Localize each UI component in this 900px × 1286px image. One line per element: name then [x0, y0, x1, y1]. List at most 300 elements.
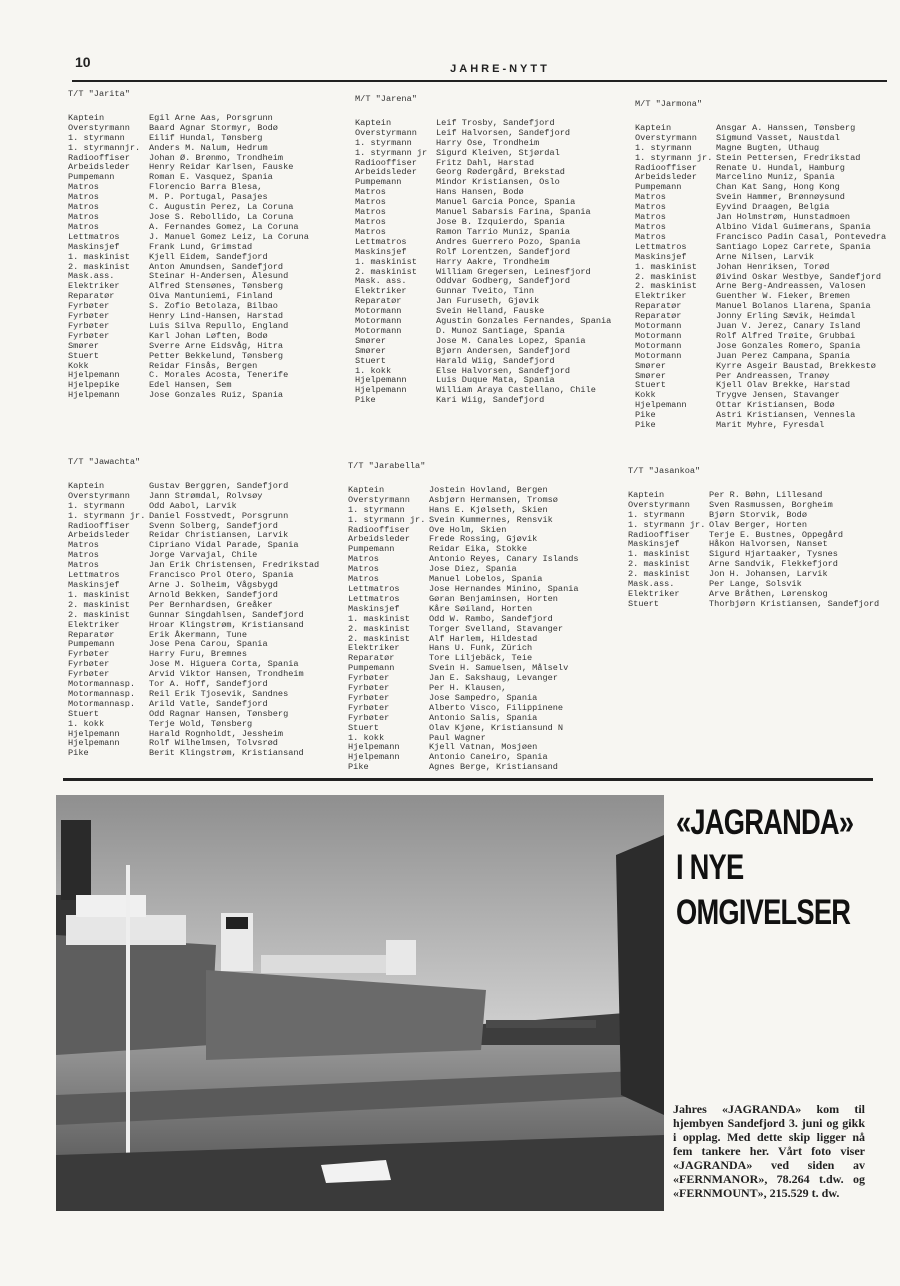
crew-name: Sverre Arne Eidsvåg, Hitra — [149, 340, 284, 351]
crew-rank: Lettmatros — [348, 584, 400, 594]
crew-name: Asbjørn Hermansen, Tromsø — [429, 494, 558, 505]
crew-name: Ansgar A. Hanssen, Tønsberg — [716, 122, 856, 133]
crew-rank: Kaptein — [355, 118, 392, 128]
crew-name: Andres Guerrero Pozo, Spania — [436, 236, 581, 247]
crew-rank: Kokk — [635, 391, 656, 401]
crew-rank: Maskinsjef — [68, 580, 120, 590]
crew-name: Marit Myhre, Fyresdal — [716, 420, 825, 431]
crew-name: Odd W. Rambo, Sandefjord — [429, 613, 553, 624]
crew-rank: Matros — [68, 561, 99, 571]
crew-name: Johan Ø. Brønmo, Trondheim — [149, 152, 284, 163]
crew-name: Harry Ose, Trondheim — [436, 137, 540, 148]
crew-name: Jose B. Izquierdo, Spania — [436, 216, 565, 227]
crew-name: Eilif Hundal, Tønsberg — [149, 132, 263, 143]
crew-name: Kari Wiig, Sandefjord — [436, 395, 545, 406]
crew-rank: 1. styrmann — [68, 501, 125, 511]
crew-row — [635, 263, 886, 273]
crew-name: Jon H. Johansen, Larvik — [709, 569, 828, 580]
crew-name: Rolf Lorentzen, Sandefjord — [436, 246, 571, 257]
crew-rank: Maskinsjef — [635, 252, 687, 262]
publication-title: JAHRE-NYTT — [450, 63, 550, 75]
crew-name: Hans E. Kjølseth, Skien — [429, 504, 548, 515]
crew-name: Antonio Reyes, Canary Islands — [429, 554, 579, 565]
crew-name: Baard Agnar Stormyr, Bodø — [149, 122, 278, 133]
crew-rank: Fyrbøter — [68, 321, 110, 331]
crew-rank: 1. styrmann — [68, 133, 125, 143]
crew-rank: Hjelpemann — [355, 376, 407, 386]
crew-rank: Smører — [68, 341, 99, 351]
crew-rank: Motormannasp. — [68, 689, 136, 699]
crew-name: Harry Furu, Bremnes — [149, 649, 247, 660]
crew-name: Olav Berger, Horten — [709, 519, 807, 530]
crew-name: Renate U. Hundal, Hamburg — [716, 162, 845, 173]
crew-row — [628, 600, 879, 610]
crew-name: Svein Hammer, Brønnøysund — [716, 192, 845, 203]
crew-name: Arne Berg-Andreassen, Valosen — [716, 281, 866, 292]
crew-name: Jose M. Higuera Corta, Spania — [149, 659, 299, 670]
crew-rank: Pumpemann — [348, 545, 395, 555]
photo-caption: Jahres «JAGRANDA» kom til hjembyen Sandefjord 3. juni og gikk i opplag. Med dette skip ligger nå fem tankere her. Vårt foto viser «JAGRANDA» ved siden av «FERNMANOR», 78.264 t.dw. og «FERNMOUNT», 215.529 t. dw. — [673, 1102, 865, 1200]
crew-rank: 1. maskinist — [68, 590, 130, 600]
crew-name: Else Halvorsen, Sandefjord — [436, 365, 571, 376]
crew-name: Torger Svelland, Stavanger — [429, 623, 564, 634]
crew-name: Svein H. Samuelsen, Målselv — [429, 663, 569, 674]
crew-name: Jose M. Canales Lopez, Spania — [436, 335, 586, 346]
crew-name: Hroar Klingstrøm, Kristiansand — [149, 619, 304, 630]
crew-name: Karl Johan Løften, Bodø — [149, 330, 268, 341]
crew-rank: Matros — [355, 227, 386, 237]
crew-rank: Fyrbøter — [68, 331, 110, 341]
crew-list-jawachta — [68, 458, 319, 759]
crew-list-jarmona — [635, 100, 886, 431]
crew-rank: Hjelpemann — [348, 753, 400, 763]
crew-rank: 1. styrmann jr. — [68, 511, 146, 521]
crew-rank: Fyrbøter — [348, 674, 390, 684]
crew-row — [68, 749, 319, 759]
crew-rank: Arbeidsleder — [635, 173, 697, 183]
crew-name: Sigmund Vasset, Naustdal — [716, 132, 840, 143]
crew-name: Agnes Berge, Kristiansand — [429, 762, 558, 773]
crew-name: Johan Henriksen, Torød — [716, 261, 830, 272]
crew-rank: Reparatør — [355, 297, 402, 307]
crew-name: Arne J. Solheim, Vågsbygd — [149, 579, 278, 590]
crew-rank: Mask. ass. — [355, 277, 407, 287]
ship-heading: M/T "Jarena" — [355, 94, 417, 104]
crew-name: Luis Silva Repullo, England — [149, 320, 289, 331]
crew-rank: 1. maskinist — [628, 550, 690, 560]
crew-name: Terje Wold, Tønsberg — [149, 718, 253, 729]
crew-rank: Hjelpemann — [635, 401, 687, 411]
crew-name: Henry Reidar Karlsen, Fauske — [149, 162, 294, 173]
crew-name: Arne Sandvik, Flekkefjord — [709, 559, 838, 570]
crew-rank: 2. maskinist — [635, 282, 697, 292]
crew-rank: 2. maskinist — [68, 610, 130, 620]
crew-name: Jose Hernandes Minino, Spania — [429, 583, 579, 594]
crew-name: Paul Wagner — [429, 732, 486, 743]
crew-rank: Mask.ass. — [68, 272, 115, 282]
crew-list-jarita — [68, 90, 309, 401]
crew-rank: Elektriker — [68, 620, 120, 630]
crew-name: Anders M. Nalum, Hedrum — [149, 142, 268, 153]
crew-rank: Radiooffiser — [635, 163, 697, 173]
crew-name: Chan Kat Sang, Hong Kong — [716, 182, 840, 193]
crew-name: M. P. Portugal, Pasajes — [149, 192, 268, 203]
crew-name: Edel Hansen, Sem — [149, 380, 232, 391]
crew-name: Svenn Solberg, Sandefjord — [149, 520, 278, 531]
crew-name: Fritz Dahl, Harstad — [436, 157, 534, 168]
crew-name: Kjell Eidem, Sandefjord — [149, 251, 268, 262]
crew-name: Hans Hansen, Bodø — [436, 187, 524, 198]
crew-rank: 1. maskinist — [68, 252, 130, 262]
crew-rank: Matros — [635, 213, 666, 223]
crew-rank: Kaptein — [635, 123, 672, 133]
crew-name: Kåre Søiland, Horten — [429, 603, 533, 614]
crew-name: C. Augustin Perez, La Coruna — [149, 202, 294, 213]
crew-rank: Hjelpemann — [68, 371, 120, 381]
crew-name: Magne Bugten, Uthaug — [716, 142, 820, 153]
crew-list-jasankoa — [628, 467, 879, 610]
crew-name: Santiago Lopez Carrete, Spania — [716, 241, 871, 252]
crew-name: Guenther W. Fieker, Bremen — [716, 291, 851, 302]
crew-name: Stein Pettersen, Fredrikstad — [716, 152, 861, 163]
crew-name: William Araya Castellano, Chile — [436, 385, 596, 396]
crew-rank: Matros — [68, 551, 99, 561]
crew-rank: Pumpemann — [68, 640, 115, 650]
crew-rank: Motormann — [635, 322, 682, 332]
crew-rank: Hjelpemann — [355, 386, 407, 396]
crew-rank: Elektriker — [635, 292, 687, 302]
crew-name: Alfred Stensønes, Tønsberg — [149, 281, 284, 292]
crew-rank: Pike — [635, 421, 656, 431]
crew-name: Jan Holmstrøm, Hunstadmoen — [716, 212, 851, 223]
crew-rank: Reparatør — [635, 312, 682, 322]
headline-line-3: OMGIVELSER — [676, 893, 851, 932]
section-rule — [63, 778, 873, 781]
crew-name: Gunnar Tveito, Tinn — [436, 286, 534, 297]
crew-list-jarena — [355, 95, 611, 406]
crew-rank: 1. maskinist — [348, 614, 410, 624]
crew-rank: Radiooffiser — [348, 525, 410, 535]
crew-name: Egil Arne Aas, Porsgrunn — [149, 112, 273, 123]
crew-rank: Matros — [355, 217, 386, 227]
crew-name: Gunnar Singdahlsen, Sandefjord — [149, 609, 304, 620]
crew-rank: Kaptein — [68, 481, 105, 491]
crew-rank: Maskinsjef — [628, 540, 680, 550]
crew-rank: Hjelpemann — [68, 729, 120, 739]
crew-name: Per Andreassen, Tranøy — [716, 370, 830, 381]
crew-row — [635, 421, 886, 431]
crew-name: Jan E. Sakshaug, Levanger — [429, 673, 558, 684]
ship-heading: M/T "Jarmona" — [635, 99, 703, 109]
crew-name: Luis Duque Mata, Spania — [436, 375, 555, 386]
crew-name: Jose Pena Carou, Spania — [149, 639, 268, 650]
page-number: 10 — [75, 54, 91, 70]
crew-rank: Stuert — [628, 599, 659, 609]
crew-rank: 1. styrmann — [355, 138, 412, 148]
crew-name: Jose Sampedro, Spania — [429, 692, 538, 703]
crew-name: Jann Strømdal, Rolvsøy — [149, 490, 263, 501]
crew-name: William Gregersen, Leinesfjord — [436, 266, 591, 277]
crew-name: Arne Nilsen, Larvik — [716, 251, 814, 262]
crew-rank: Reparatør — [348, 654, 395, 664]
crew-name: Bjørn Storvik, Bodø — [709, 509, 807, 520]
crew-rank: Fyrbøter — [68, 670, 110, 680]
header-rule — [72, 80, 887, 82]
headline-line-1: «JAGRANDA» — [676, 803, 854, 842]
crew-rank: Smører — [635, 361, 666, 371]
crew-name: Jose S. Rebollido, La Coruna — [149, 211, 294, 222]
crew-rank: Kaptein — [628, 490, 665, 500]
crew-rank: Fyrbøter — [68, 660, 110, 670]
crew-rank: Motormann — [635, 341, 682, 351]
crew-rank: 2. maskinist — [68, 600, 130, 610]
crew-name: Francisco Padin Casal, Pontevedra — [716, 231, 887, 242]
crew-name: Ramon Tarrio Muniz, Spania — [436, 226, 571, 237]
crew-row — [68, 391, 309, 401]
crew-name: Per R. Bøhn, Lillesand — [709, 489, 823, 500]
crew-name: Reidar Christiansen, Larvik — [149, 530, 289, 541]
ship-heading: T/T "Jarita" — [68, 89, 130, 99]
crew-rank: Maskinsjef — [68, 242, 120, 252]
crew-rank: Elektriker — [628, 589, 680, 599]
crew-list-jarabella — [348, 462, 579, 773]
crew-row — [68, 621, 319, 631]
crew-rank: Smører — [355, 346, 386, 356]
crew-rank: Kaptein — [68, 113, 105, 123]
crew-name: Håkon Halvorsen, Nanset — [709, 539, 828, 550]
crew-rank: Matros — [68, 222, 99, 232]
crew-rank: Matros — [635, 222, 666, 232]
crew-rank: Motormann — [355, 317, 402, 327]
crew-name: Bjørn Andersen, Sandefjord — [436, 345, 571, 356]
crew-name: Oddvar Godberg, Sandefjord — [436, 276, 571, 287]
crew-name: Svein Kummernes, Rensvik — [429, 514, 553, 525]
crew-rank: 1. maskinist — [355, 257, 417, 267]
crew-rank: 1. kokk — [355, 366, 392, 376]
crew-rank: Fyrbøter — [348, 684, 390, 694]
crew-rank: Lettmatros — [68, 571, 120, 581]
crew-rank: Matros — [348, 555, 379, 565]
crew-rank: 1. styrmann — [628, 510, 685, 520]
crew-rank: Radiooffiser — [355, 158, 417, 168]
crew-rank: Matros — [348, 575, 379, 585]
crew-name: Odd Aabol, Larvik — [149, 500, 237, 511]
crew-name: Per Lange, Solsvik — [709, 579, 802, 590]
crew-rank: Reparatør — [68, 292, 115, 302]
crew-row — [355, 396, 611, 406]
crew-rank: Arbeidsleder — [348, 535, 410, 545]
crew-rank: Elektriker — [348, 644, 400, 654]
crew-name: Harry Aakre, Trondheim — [436, 256, 550, 267]
crew-name: Per Bernhardsen, Greåker — [149, 599, 273, 610]
crew-name: Gustav Berggren, Sandefjord — [149, 480, 289, 491]
crew-name: Reidar Finsås, Bergen — [149, 360, 258, 371]
crew-rank: 2. maskinist — [348, 634, 410, 644]
crew-rank: Lettmatros — [348, 594, 400, 604]
crew-name: Steinar H-Andersen, Ålesund — [149, 271, 289, 282]
crew-rank: Kaptein — [348, 485, 385, 495]
crew-name: Rolf Alfred Trøite, Grubbai — [716, 330, 856, 341]
crew-rank: Stuert — [68, 351, 99, 361]
crew-rank: Overstyrmann — [68, 491, 130, 501]
crew-name: Jan Furuseth, Gjøvik — [436, 296, 540, 307]
crew-name: Oiva Mantuniemi, Finland — [149, 291, 273, 302]
crew-rank: Matros — [68, 193, 99, 203]
crew-rank: Overstyrmann — [635, 133, 697, 143]
crew-name: Reidar Eika, Stokke — [429, 544, 527, 555]
crew-rank: 1. maskinist — [635, 262, 697, 272]
crew-rank: 1. kokk — [68, 719, 105, 729]
crew-name: Agustin Gonzales Fernandes, Spania — [436, 316, 612, 327]
crew-rank: Matros — [68, 212, 99, 222]
crew-name: Georg Rødergård, Brekstad — [436, 167, 565, 178]
crew-rank: Matros — [635, 193, 666, 203]
harbour-photo — [56, 795, 664, 1211]
crew-rank: Stuert — [355, 356, 386, 366]
crew-name: Ottar Kristiansen, Bodø — [716, 400, 835, 411]
crew-name: Tor A. Hoff, Sandefjord — [149, 679, 268, 690]
crew-rank: Fyrbøter — [68, 312, 110, 322]
crew-rank: Lettmatros — [68, 232, 120, 242]
crew-rank: Fyrbøter — [348, 693, 390, 703]
crew-rank: 2. maskinist — [635, 272, 697, 282]
crew-rank: Fyrbøter — [348, 713, 390, 723]
crew-rank: Fyrbøter — [348, 703, 390, 713]
crew-name: Jorge Varvajal, Chile — [149, 550, 258, 561]
crew-rank: Motormann — [635, 351, 682, 361]
crew-name: Per H. Klausen, — [429, 683, 507, 694]
crew-name: Eyvind Draagen, Belgia — [716, 202, 830, 213]
crew-name: Manuel Lobelos, Spania — [429, 574, 543, 585]
crew-rank: Arbeidsleder — [68, 163, 130, 173]
crew-name: Øivind Oskar Westbye, Sandefjord — [716, 271, 882, 282]
crew-name: Manuel Garcia Ponce, Spania — [436, 197, 576, 208]
crew-name: Kyrre Asgeir Baustad, Brekkestø — [716, 360, 876, 371]
crew-rank: Hjelpemann — [68, 739, 120, 749]
crew-rank: Arbeidsleder — [68, 531, 130, 541]
crew-row — [348, 625, 579, 635]
crew-rank: 2. maskinist — [355, 267, 417, 277]
crew-name: Olav Kjøne, Kristiansund N — [429, 722, 564, 733]
crew-name: Jose Diez, Spania — [429, 564, 517, 575]
crew-rank: 2. maskinist — [348, 624, 410, 634]
crew-rank: Maskinsjef — [348, 604, 400, 614]
crew-name: Tore Liljebäck, Teie — [429, 653, 533, 664]
crew-rank: Stuert — [348, 723, 379, 733]
crew-rank: 1. styrmannjr. — [68, 143, 141, 153]
crew-name: Erik Åkermann, Tune — [149, 629, 247, 640]
ship-heading: T/T "Jarabella" — [348, 461, 426, 471]
crew-rank: 1. styrmann jr. — [635, 153, 713, 163]
crew-rank: Radiooffiser — [628, 530, 690, 540]
crew-name: Henry Lind-Hansen, Harstad — [149, 311, 284, 322]
crew-name: Gøran Benjaminsen, Horten — [429, 593, 558, 604]
crew-name: Alberto Visco, Filippinene — [429, 702, 564, 713]
crew-row — [355, 258, 611, 268]
crew-name: Kjell Olav Brekke, Harstad — [716, 380, 851, 391]
crew-name: Juan Perez Campana, Spania — [716, 350, 851, 361]
crew-name: Terje E. Bustnes, Oppegård — [709, 529, 844, 540]
crew-rank: Smører — [355, 336, 386, 346]
crew-name: Arvid Viktor Hansen, Trondheim — [149, 669, 304, 680]
crew-name: Leif Trosby, Sandefjord — [436, 117, 555, 128]
crew-rank: Pike — [635, 411, 656, 421]
crew-rank: Lettmatros — [355, 237, 407, 247]
crew-name: J. Manuel Gomez Leiz, La Coruna — [149, 231, 309, 242]
crew-rank: Matros — [355, 208, 386, 218]
crew-name: Thorbjørn Kristiansen, Sandefjord — [709, 598, 880, 609]
crew-rank: 2. maskinist — [628, 560, 690, 570]
crew-rank: Maskinsjef — [355, 247, 407, 257]
crew-name: Arve Bråthen, Lørenskog — [709, 588, 828, 599]
crew-rank: Matros — [355, 198, 386, 208]
ship-heading: T/T "Jasankoa" — [628, 466, 701, 476]
crew-rank: Overstyrmann — [355, 128, 417, 138]
crew-rank: 1. styrmann jr. — [628, 520, 706, 530]
crew-rank: Motormann — [355, 307, 402, 317]
crew-name: Harald Wiig, Sandefjord — [436, 355, 555, 366]
crew-name: Hans U. Funk, Zürich — [429, 643, 533, 654]
headline-line-2: I NYE — [676, 848, 744, 887]
crew-name: Daniel Fosstvedt, Porsgrunn — [149, 510, 289, 521]
crew-rank: Matros — [68, 541, 99, 551]
crew-name: Odd Ragnar Hansen, Tønsberg — [149, 708, 289, 719]
crew-name: Marcelino Muniz, Spania — [716, 172, 835, 183]
crew-name: Ove Holm, Skien — [429, 524, 507, 535]
crew-rank: Elektriker — [68, 282, 120, 292]
crew-name: Sigurd Kleiven, Stjørdal — [436, 147, 560, 158]
crew-rank: 2. maskinist — [68, 262, 130, 272]
crew-rank: Matros — [68, 183, 99, 193]
crew-row — [68, 253, 309, 263]
crew-rank: Stuert — [68, 709, 99, 719]
crew-rank: 1. kokk — [348, 733, 385, 743]
crew-name: Juan V. Jerez, Canary Island — [716, 321, 861, 332]
crew-name: Arild Vatle, Sandefjord — [149, 698, 268, 709]
crew-rank: Overstyrmann — [68, 123, 130, 133]
crew-rank: Matros — [635, 232, 666, 242]
crew-rank: Radiooffiser — [68, 521, 130, 531]
crew-name: Florencio Barra Blesa, — [149, 182, 263, 193]
crew-name: Manuel Sabarsis Farina, Spania — [436, 207, 591, 218]
crew-name: Manuel Bolanos Llarena, Spania — [716, 301, 871, 312]
crew-name: Frank Lund, Grimstad — [149, 241, 253, 252]
crew-name: Reil Erik Tjosevik, Sandnes — [149, 688, 289, 699]
crew-name: Astri Kristiansen, Vennesla — [716, 410, 856, 421]
crew-rank: Radiooffiser — [68, 153, 130, 163]
crew-rank: Matros — [68, 203, 99, 213]
crew-name: Jose Gonzales Romero, Spania — [716, 340, 861, 351]
crew-rank: Matros — [348, 565, 379, 575]
crew-name: Jonny Erling Sævik, Heimdal — [716, 311, 856, 322]
crew-name: Mindor Kristiansen, Oslo — [436, 177, 560, 188]
crew-rank: Reparatør — [635, 302, 682, 312]
crew-rank: Motormannasp. — [68, 680, 136, 690]
crew-rank: Pike — [355, 396, 376, 406]
crew-row — [348, 763, 579, 773]
crew-rank: Motormann — [635, 331, 682, 341]
crew-rank: Fyrbøter — [68, 650, 110, 660]
crew-rank: Stuert — [635, 381, 666, 391]
crew-rank: 1. styrmann — [635, 143, 692, 153]
crew-name: Alf Harlem, Hildestad — [429, 633, 538, 644]
crew-rank: Pike — [68, 749, 89, 759]
crew-name: Sigurd Hjartaaker, Tysnes — [709, 549, 838, 560]
crew-name: Sven Rasmussen, Borgheim — [709, 499, 833, 510]
crew-name: Frede Rossing, Gjøvik — [429, 534, 538, 545]
crew-rank: Pumpemann — [355, 178, 402, 188]
article-headline — [676, 800, 853, 935]
